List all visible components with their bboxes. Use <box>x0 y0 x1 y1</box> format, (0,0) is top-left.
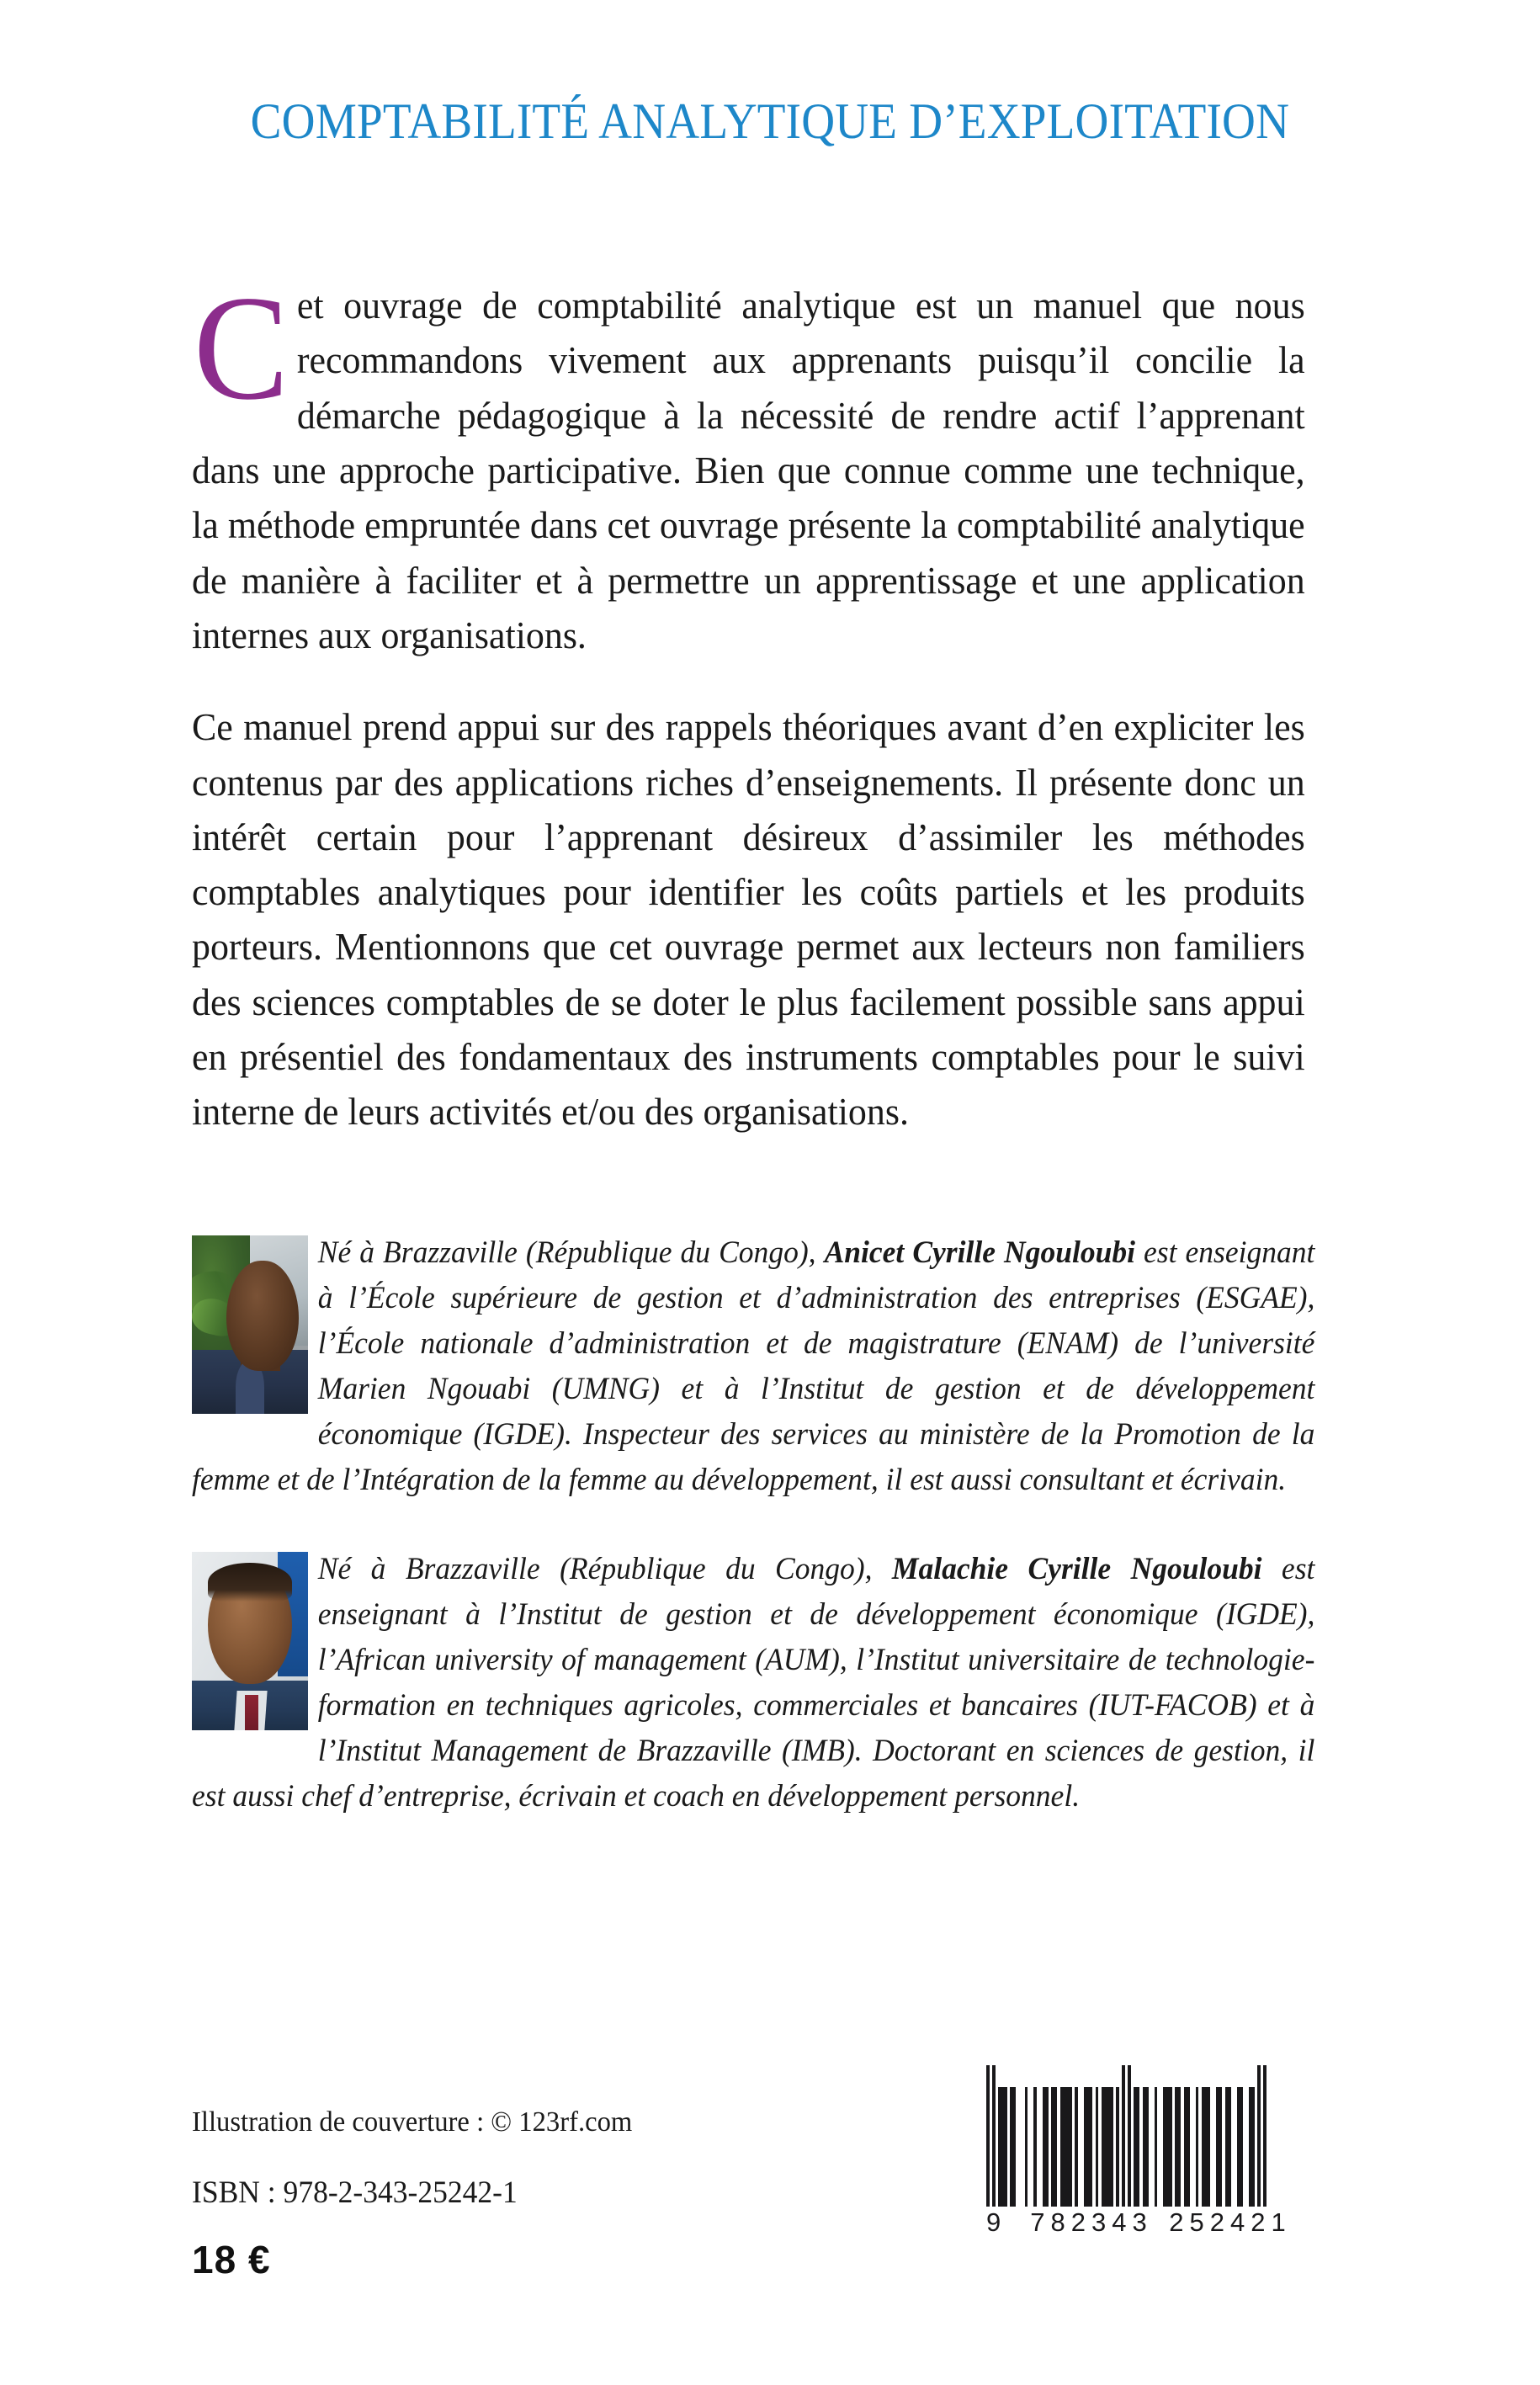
blurb-paragraph-1: Cet ouvrage de comptabilité analytique est un manuel que nous recommandons vivement aux apprenants puisqu’il concilie la démarche pédagogique à la nécessité de rendre actif l’apprenant dans une approche participative. Bien que connue comme une technique, la méthode empruntée dans cet ouvrage présente la comptabilité analytique de manière à faciliter et à permettre un apprentissage et une application internes aux organisations. <box>192 264 1305 656</box>
barcode-bar <box>1078 2087 1084 2207</box>
barcode-bar <box>1184 2087 1190 2207</box>
barcode-bar <box>998 2087 1007 2207</box>
isbn-text: ISBN : 978-2-343-25242-1 <box>192 2175 518 2211</box>
barcode-bar <box>1037 2087 1043 2207</box>
barcode-bar <box>1249 2087 1255 2207</box>
barcode-left-group: 782343 <box>1030 2207 1153 2237</box>
blurb-section <box>192 264 1357 1139</box>
barcode-bar <box>1202 2087 1211 2207</box>
author-bio-rest-2: est enseignant à l’Institut de gestion et de développement économique (IGDE), l’African university of management (AUM), l’Institut universitaire de technologie-formation en techniques agricoles, commerciales et bancaires (IUT-FACOB) et à l’Institut Management de Brazzaville (IMB). Doctorant en sciences de gestion, il est aussi chef d’entreprise, écrivain et coach en développement personnel. <box>192 1552 1315 1814</box>
barcode-bar <box>1051 2087 1057 2207</box>
author-bio-text-1 <box>192 1230 1314 1503</box>
barcode-bar <box>1163 2087 1172 2207</box>
barcode-bar <box>1134 2087 1139 2207</box>
author-bio-1 <box>192 1230 1362 1503</box>
barcode-bars <box>986 2087 1316 2207</box>
barcode-bar <box>1084 2087 1093 2207</box>
page-title: COMPTABILITÉ ANALYTIQUE D’EXPLOITATION <box>250 93 1290 149</box>
barcode-bar <box>1060 2087 1072 2207</box>
footer-left <box>192 2104 949 2282</box>
title-band <box>0 93 1540 151</box>
author-name-2: Malachie Cyrille Ngouloubi <box>891 1552 1262 1587</box>
barcode-bar <box>1102 2087 1113 2207</box>
barcode-bar <box>1216 2087 1222 2207</box>
barcode-bar <box>1157 2087 1163 2207</box>
barcode-bar <box>1016 2087 1025 2207</box>
barcode-bar <box>1143 2087 1149 2207</box>
barcode-bar <box>1231 2087 1237 2207</box>
barcode-bar <box>1190 2087 1196 2207</box>
author-bio-rest-1: est enseignant à l’École supérieure de gestion et d’administration des entreprises (ESGAE), l’École nationale d’administration et de magistrature (ENAM) de l’université Marien Ngouabi (UMNG) et à l’Institut de gestion et de développement économique (IGDE). Inspecteur des services au ministère de la Promotion de la femme et de l’Intégration de la femme au développement, il est aussi consultant et écrivain. <box>192 1235 1315 1498</box>
barcode-lead-digit: 9 <box>986 2207 1001 2237</box>
barcode-digits <box>986 2208 1316 2237</box>
cover-credit: Illustration de couverture : © 123rf.com <box>192 2106 633 2138</box>
barcode-bar <box>1043 2087 1049 2207</box>
barcode-bar <box>1225 2087 1231 2207</box>
author-name-1: Anicet Cyrille Ngouloubi <box>824 1235 1135 1270</box>
author-bio-2 <box>192 1547 1362 1819</box>
author-bio-intro-2: Né à Brazzaville (République du Congo), <box>317 1552 892 1587</box>
barcode-bar <box>1210 2087 1216 2207</box>
barcode-bar <box>1263 2065 1267 2207</box>
barcode-bar <box>1237 2087 1243 2207</box>
barcode-bar <box>1028 2087 1033 2207</box>
barcode-bar <box>1243 2087 1249 2207</box>
blurb-paragraph-2: Ce manuel prend appui sur des rappels théoriques avant d’en expliciter les contenus par des applications riches d’enseignements. Il présente donc un intérêt certain pour l’apprenant désireux d’assimiler les méthodes comptables analytiques pour identifier les coûts partiels et les produits porteurs. Mentionnons que cet ouvrage permet aux lecteurs non familiers des sciences comptables de se doter le plus facilement possible sans appui en présentiel des fondamentaux des instruments comptables pour le suivi interne de leurs activités et/ou des organisations. <box>192 705 1305 1134</box>
barcode-bar <box>1175 2087 1181 2207</box>
author-bio-intro-1: Né à Brazzaville (République du Congo), <box>317 1235 825 1270</box>
author-bio-text-2 <box>192 1547 1314 1819</box>
author-bios-section <box>192 1230 1362 1863</box>
barcode <box>986 2087 1316 2237</box>
price-label: 18 € <box>192 2238 271 2282</box>
barcode-bar <box>1149 2087 1155 2207</box>
barcode-right-group: 252421 <box>1169 2207 1292 2237</box>
barcode-bar <box>1010 2087 1016 2207</box>
